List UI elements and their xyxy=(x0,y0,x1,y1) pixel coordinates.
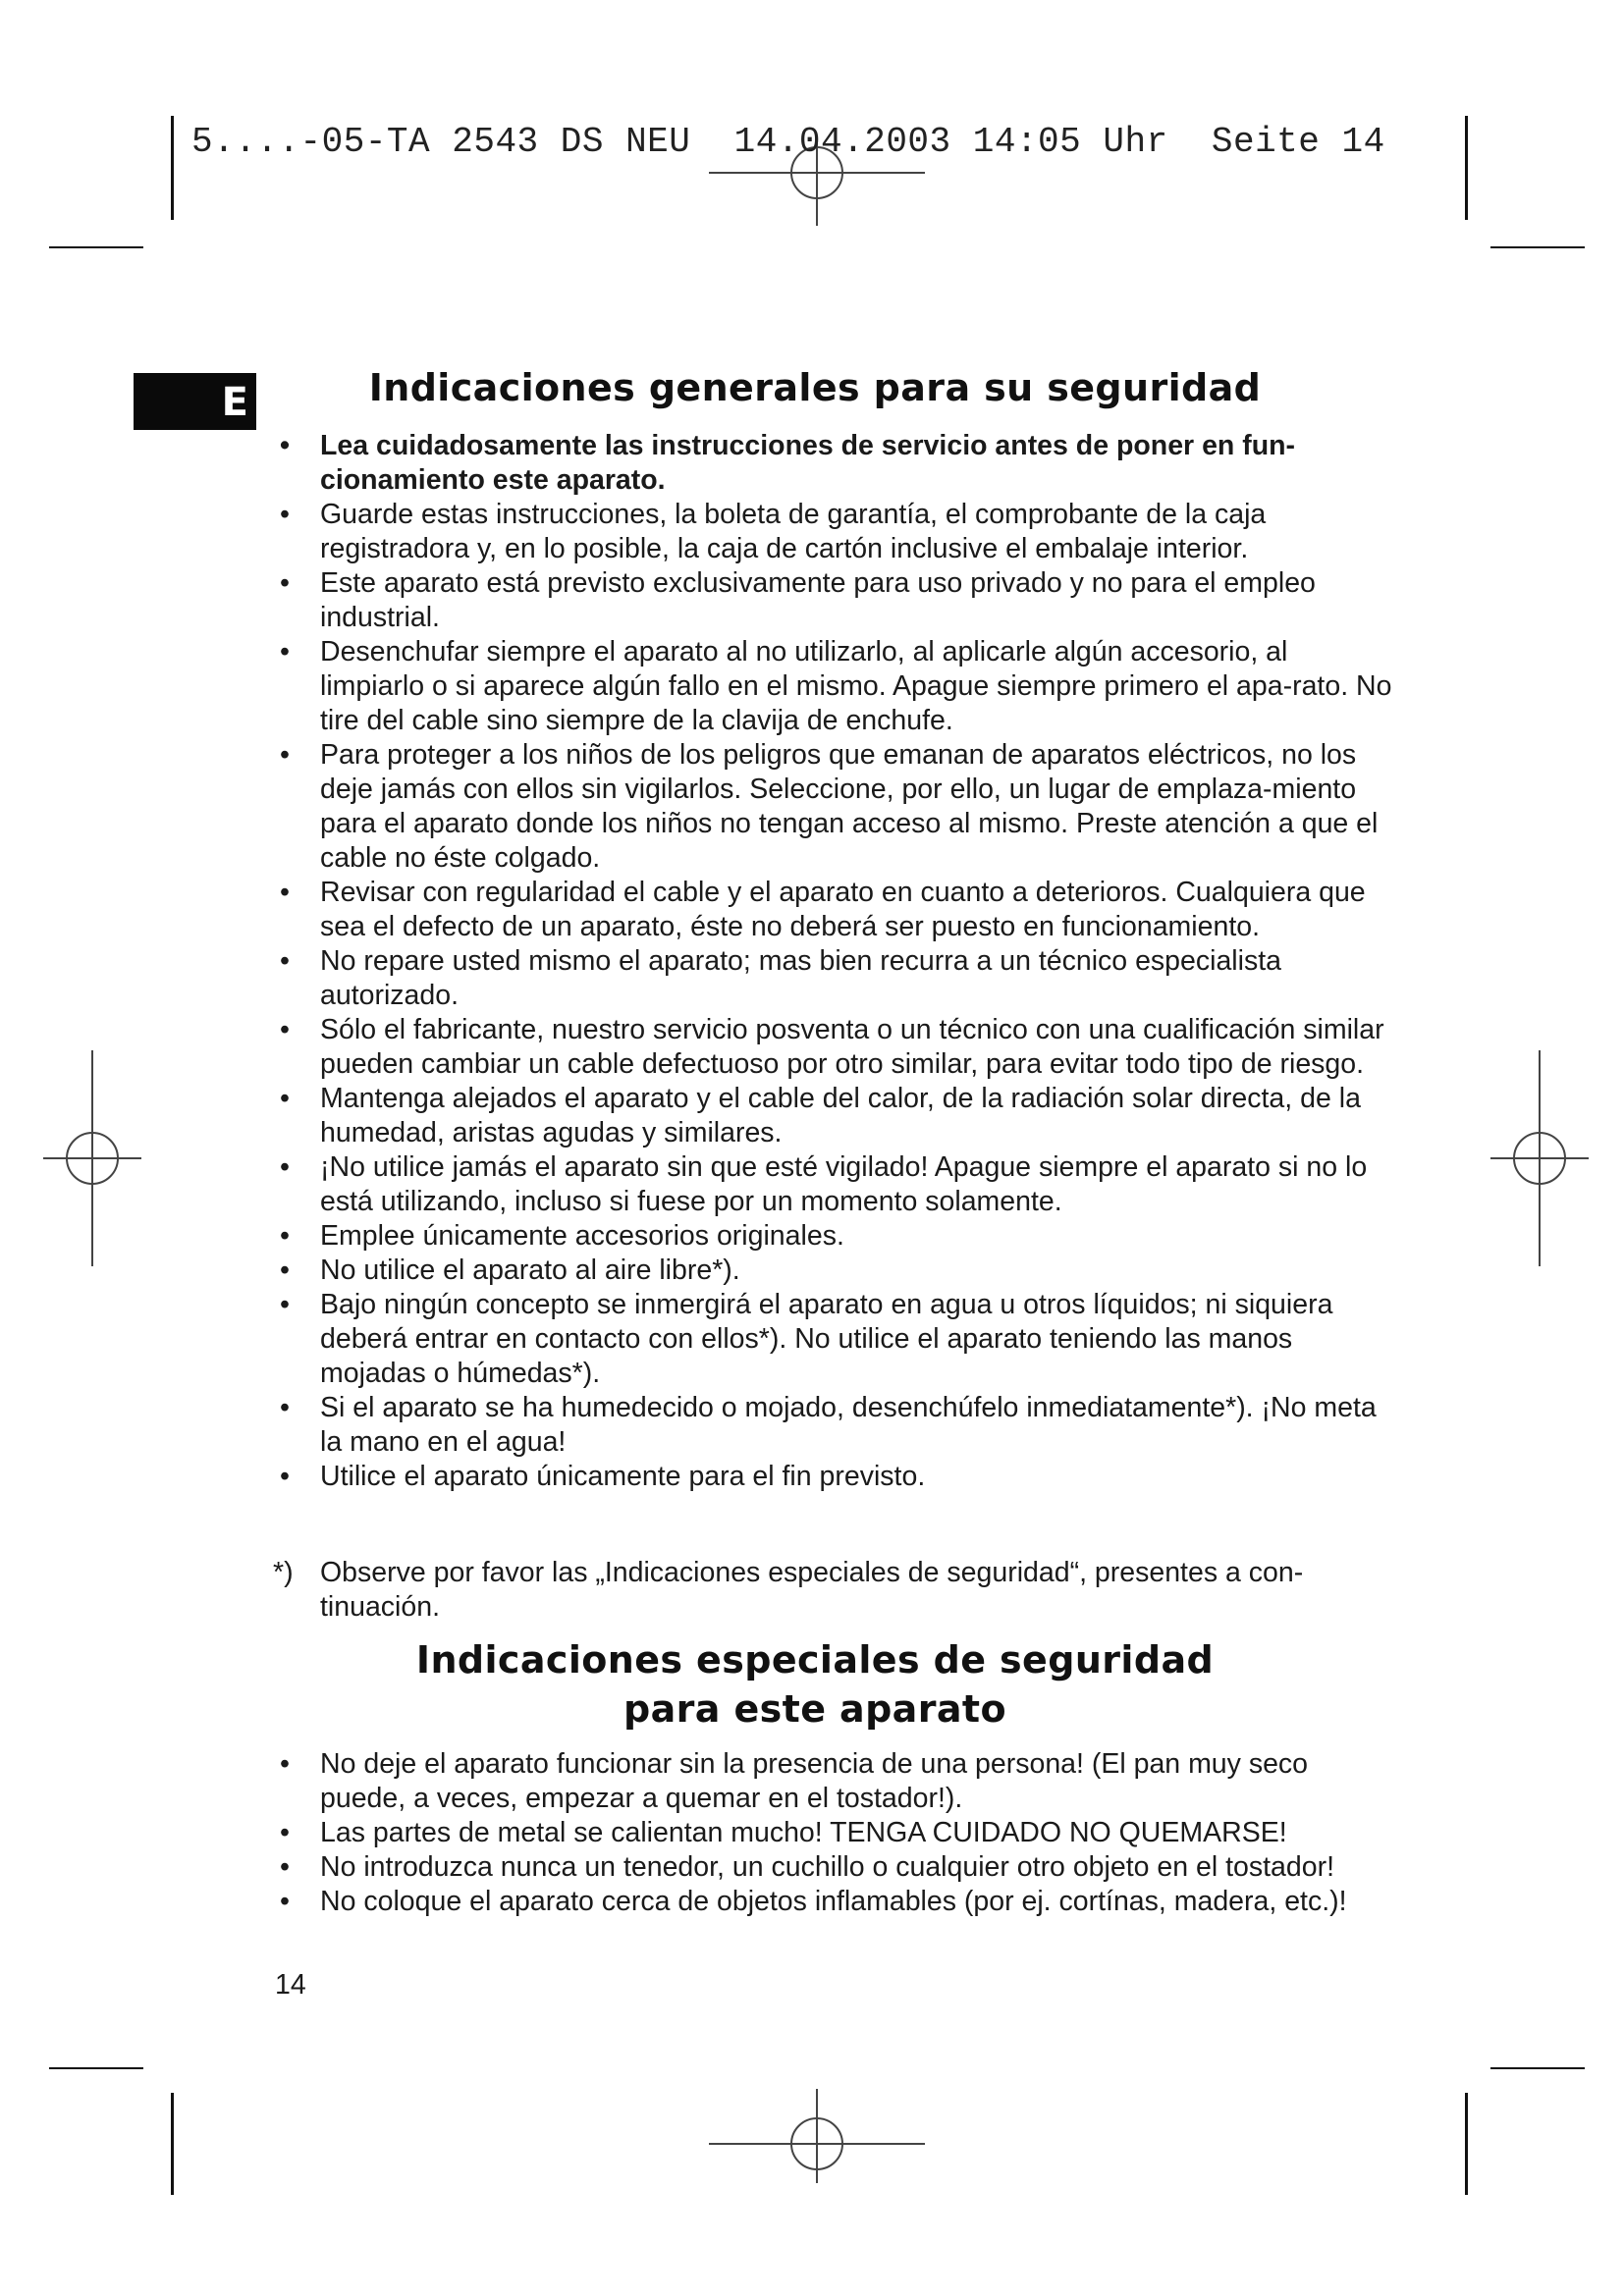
special-safety-list xyxy=(273,1747,1392,1919)
crop-mark-bottom-left-horizontal xyxy=(49,2067,143,2069)
page-number: 14 xyxy=(275,1969,306,2001)
list-item: • Las partes de metal se calientan mucho! TENGA CUIDADO NO QUEMARSE! xyxy=(280,1817,1287,1848)
section-special-safety-title-line2: para este aparato xyxy=(623,1687,1006,1731)
language-tab: E xyxy=(134,373,256,430)
list-item: • No deje el aparato funcionar sin la presencia de una persona! (El pan muy seco puede, a veces, empezar a quemar en el tostador!). xyxy=(280,1748,1309,1814)
list-item: • No repare usted mismo el aparato; mas bien recurra a un técnico especialista autorizado. xyxy=(280,945,1281,1011)
list-item: • Emplee únicamente accesorios originales. xyxy=(280,1220,844,1252)
list-item: • Para proteger a los niños de los peligros que emanan de aparatos eléctricos, no los deje jamás con ellos sin vigilarlos. Seleccione, por ello, un lugar de emplaza-miento para el aparato donde los niños no tengan acceso al mismo. Preste atención a que el cable no éste colgado. xyxy=(280,739,1379,874)
section-special-safety-title-line1: Indicaciones especiales de seguridad xyxy=(415,1638,1215,1682)
crop-mark-bottom-right-horizontal xyxy=(1490,2067,1585,2069)
footnote-marker: *) xyxy=(273,1557,294,1588)
list-item: • Desenchufar siempre el aparato al no utilizarlo, al aplicarle algún accesorio, al limpiarlo o si aparece algún fallo en el mismo. Apague siempre primero el apa-rato. No tire del cable sino siempre de la clavija de enchufe. xyxy=(280,636,1392,736)
crop-mark-top-left-vertical xyxy=(171,116,174,220)
list-item: • Guarde estas instrucciones, la boleta de garantía, el comprobante de la caja registradora y, en lo posible, la caja de cartón inclusive el embalaje interior. xyxy=(280,499,1267,564)
footnote xyxy=(273,1556,1392,1625)
registration-mark-bottom-icon xyxy=(709,2089,925,2183)
section-general-safety-title: Indicaciones generales para su seguridad xyxy=(368,366,1262,409)
crop-mark-top-left-horizontal xyxy=(49,246,143,248)
list-item: • Mantenga alejados el aparato y el cable del calor, de la radiación solar directa, de la humedad, aristas agudas y similares. xyxy=(280,1083,1361,1148)
list-item: • No coloque el aparato cerca de objetos inflamables (por ej. cortínas, madera, etc.)! xyxy=(280,1886,1347,1917)
list-item: • No introduzca nunca un tenedor, un cuchillo o cualquier otro objeto en el tostador! xyxy=(280,1851,1335,1883)
list-item: • Si el aparato se ha humedecido o mojado, desenchúfelo inmediatamente*). ¡No meta la mano en el agua! xyxy=(280,1392,1377,1458)
list-item: • Revisar con regularidad el cable y el aparato en cuanto a deterioros. Cualquiera que sea el defecto de un aparato, éste no deberá ser puesto en funcionamiento. xyxy=(280,877,1366,942)
footnote-text: Observe por favor las „Indicaciones especiales de seguridad“, presentes a con-tinuación. xyxy=(320,1557,1304,1623)
general-safety-list xyxy=(273,429,1392,1494)
crop-mark-bottom-left-vertical xyxy=(171,2093,174,2195)
list-item: • No utilice el aparato al aire libre*). xyxy=(280,1255,740,1286)
list-item: • Bajo ningún concepto se inmergirá el aparato en agua u otros líquidos; ni siquiera deberá entrar en contacto con ellos*). No utilice el aparato teniendo las manos mojadas o húmedas*). xyxy=(280,1289,1333,1389)
list-item: • Este aparato está previsto exclusivamente para uso privado y no para el empleo industrial. xyxy=(280,567,1316,633)
list-item: • ¡No utilice jamás el aparato sin que esté vigilado! Apague siempre el aparato si no lo está utilizando, incluso si fuese por un momento solamente. xyxy=(280,1151,1368,1217)
crop-mark-top-right-horizontal xyxy=(1490,246,1585,248)
list-item: • Sólo el fabricante, nuestro servicio posventa o un técnico con una cualificación similar pueden cambiar un cable defectuoso por otro similar, para evitar todo tipo de riesgo. xyxy=(280,1014,1384,1080)
registration-mark-right-icon xyxy=(1490,1050,1589,1266)
list-item: • Utilice el aparato únicamente para el fin previsto. xyxy=(280,1461,926,1492)
crop-mark-bottom-right-vertical xyxy=(1465,2093,1468,2195)
list-item: • Lea cuidadosamente las instrucciones de servicio antes de poner en fun-cionamiento este aparato. xyxy=(280,430,1296,496)
print-slug: 5....-05-TA 2543 DS NEU 14.04.2003 14:05 Uhr Seite 14 xyxy=(191,122,1385,162)
crop-mark-top-right-vertical xyxy=(1465,116,1468,220)
registration-mark-left-icon xyxy=(43,1050,141,1266)
